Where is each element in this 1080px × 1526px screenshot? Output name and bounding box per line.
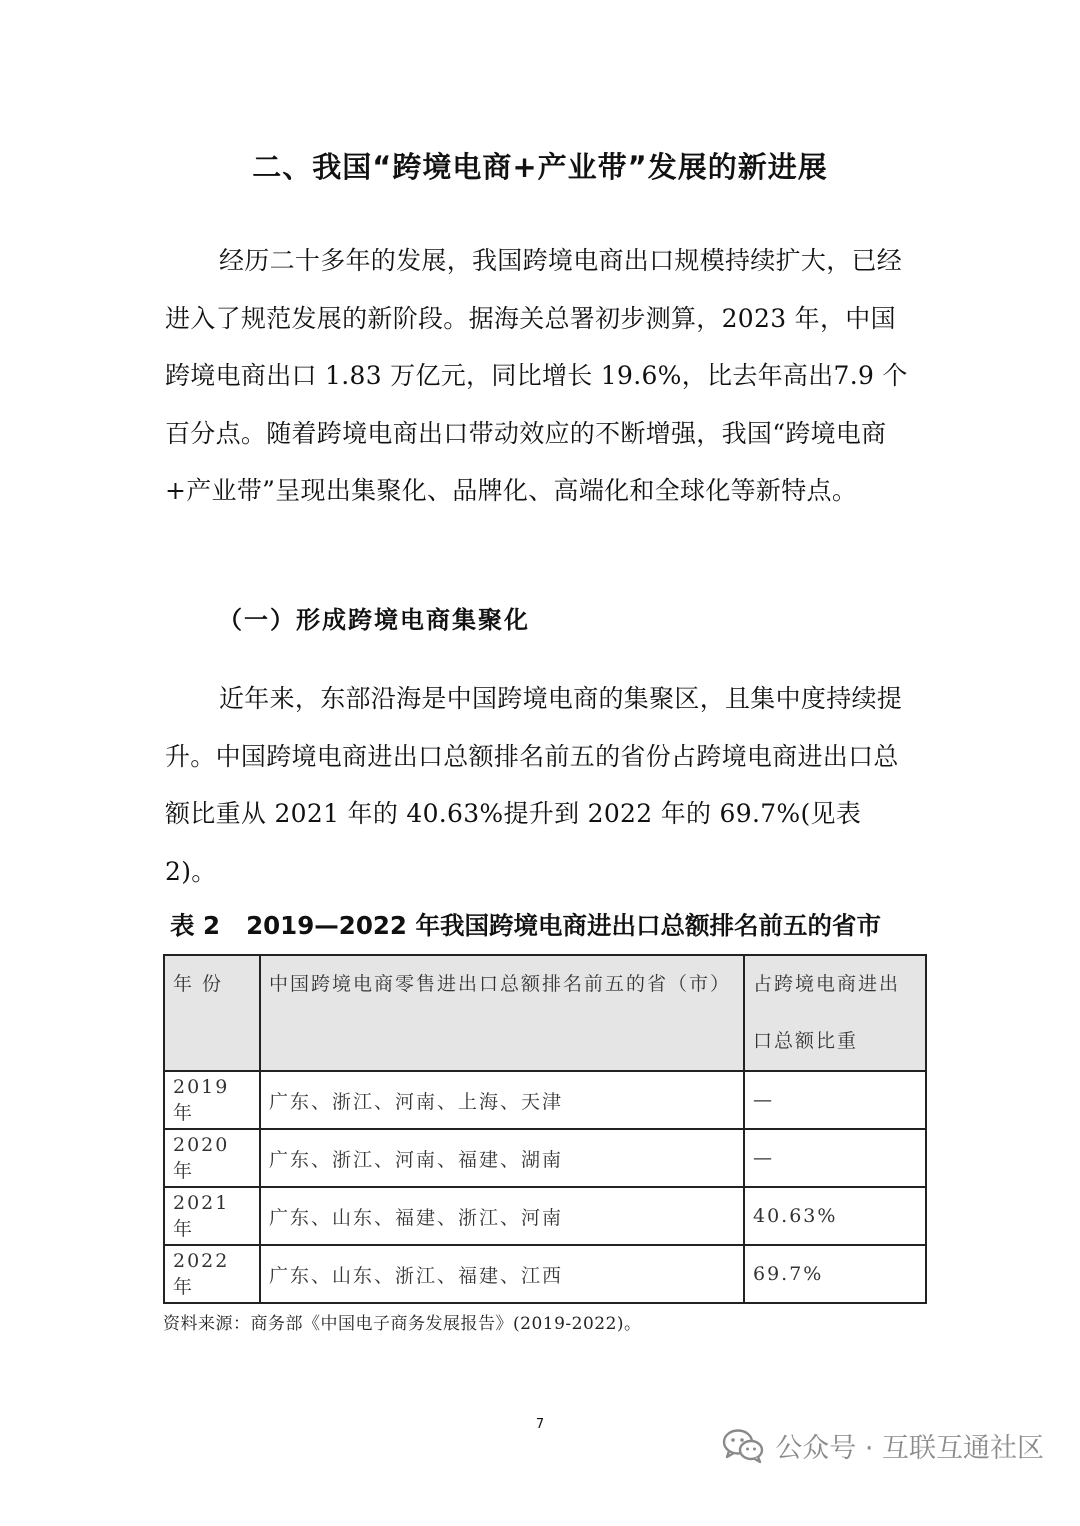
watermark [721,1426,1044,1465]
cell-provinces: 广东、山东、福建、浙江、河南 [260,1187,744,1245]
table-source-note: 资料来源：商务部《中国电子商务发展报告》(2019-2022)。 [163,1314,642,1334]
table-caption [170,907,881,942]
cell-year: 2020 年 [164,1129,260,1187]
header-year: 年 份 [164,955,260,1071]
cell-share: 69.7% [744,1245,926,1303]
cell-share: — [744,1129,926,1187]
cell-year: 2022 年 [164,1245,260,1303]
section-heading: 二、我国“跨境电商+产业带”发展的新进展 [252,150,828,184]
wechat-icon [721,1427,765,1465]
subsection-heading: （一）形成跨境电商集聚化 [218,606,530,634]
page-number: 7 [535,1417,545,1432]
table-row [164,1187,926,1245]
table-label: 表 2 [170,911,221,940]
table-row [164,1245,926,1303]
provinces-table [163,954,927,1304]
cell-provinces: 广东、浙江、河南、上海、天津 [260,1071,744,1129]
cell-share: 40.63% [744,1187,926,1245]
paragraph-overview: 经历二十多年的发展，我国跨境电商出口规模持续扩大，已经进入了规范发展的新阶段。据海关总署初步测算，2023 年，中国跨境电商出口 1.83 万亿元，同比增长 19.6%，比去年高出7.9 个百分点。随着跨境电商出口带动效应的不断增强，我国“跨境电商+产业带”呈现出集聚化、品牌化、高端化和全球化等新特点。 [165,246,908,505]
table-header-row [164,955,926,1071]
table-title: 2019—2022 年我国跨境电商进出口总额排名前五的省市 [246,911,881,940]
header-provinces: 中国跨境电商零售进出口总额排名前五的省（市） [260,955,744,1071]
table-row [164,1071,926,1129]
cell-year: 2019 年 [164,1071,260,1129]
paragraph-cluster: 近年来，东部沿海是中国跨境电商的集聚区，且集中度持续提升。中国跨境电商进出口总额排名前五的省份占跨境电商进出口总额比重从 2021 年的 40.63%提升到 2022 年的 69.7%(见表 2)。 [165,684,903,886]
cell-year: 2021 年 [164,1187,260,1245]
table-row [164,1129,926,1187]
watermark-text: 公众号 · 互联互通社区 [775,1433,1044,1464]
cell-provinces: 广东、浙江、河南、福建、湖南 [260,1129,744,1187]
header-share: 占跨境电商进出口总额比重 [744,955,926,1071]
cell-share: — [744,1071,926,1129]
cell-provinces: 广东、山东、浙江、福建、江西 [260,1245,744,1303]
